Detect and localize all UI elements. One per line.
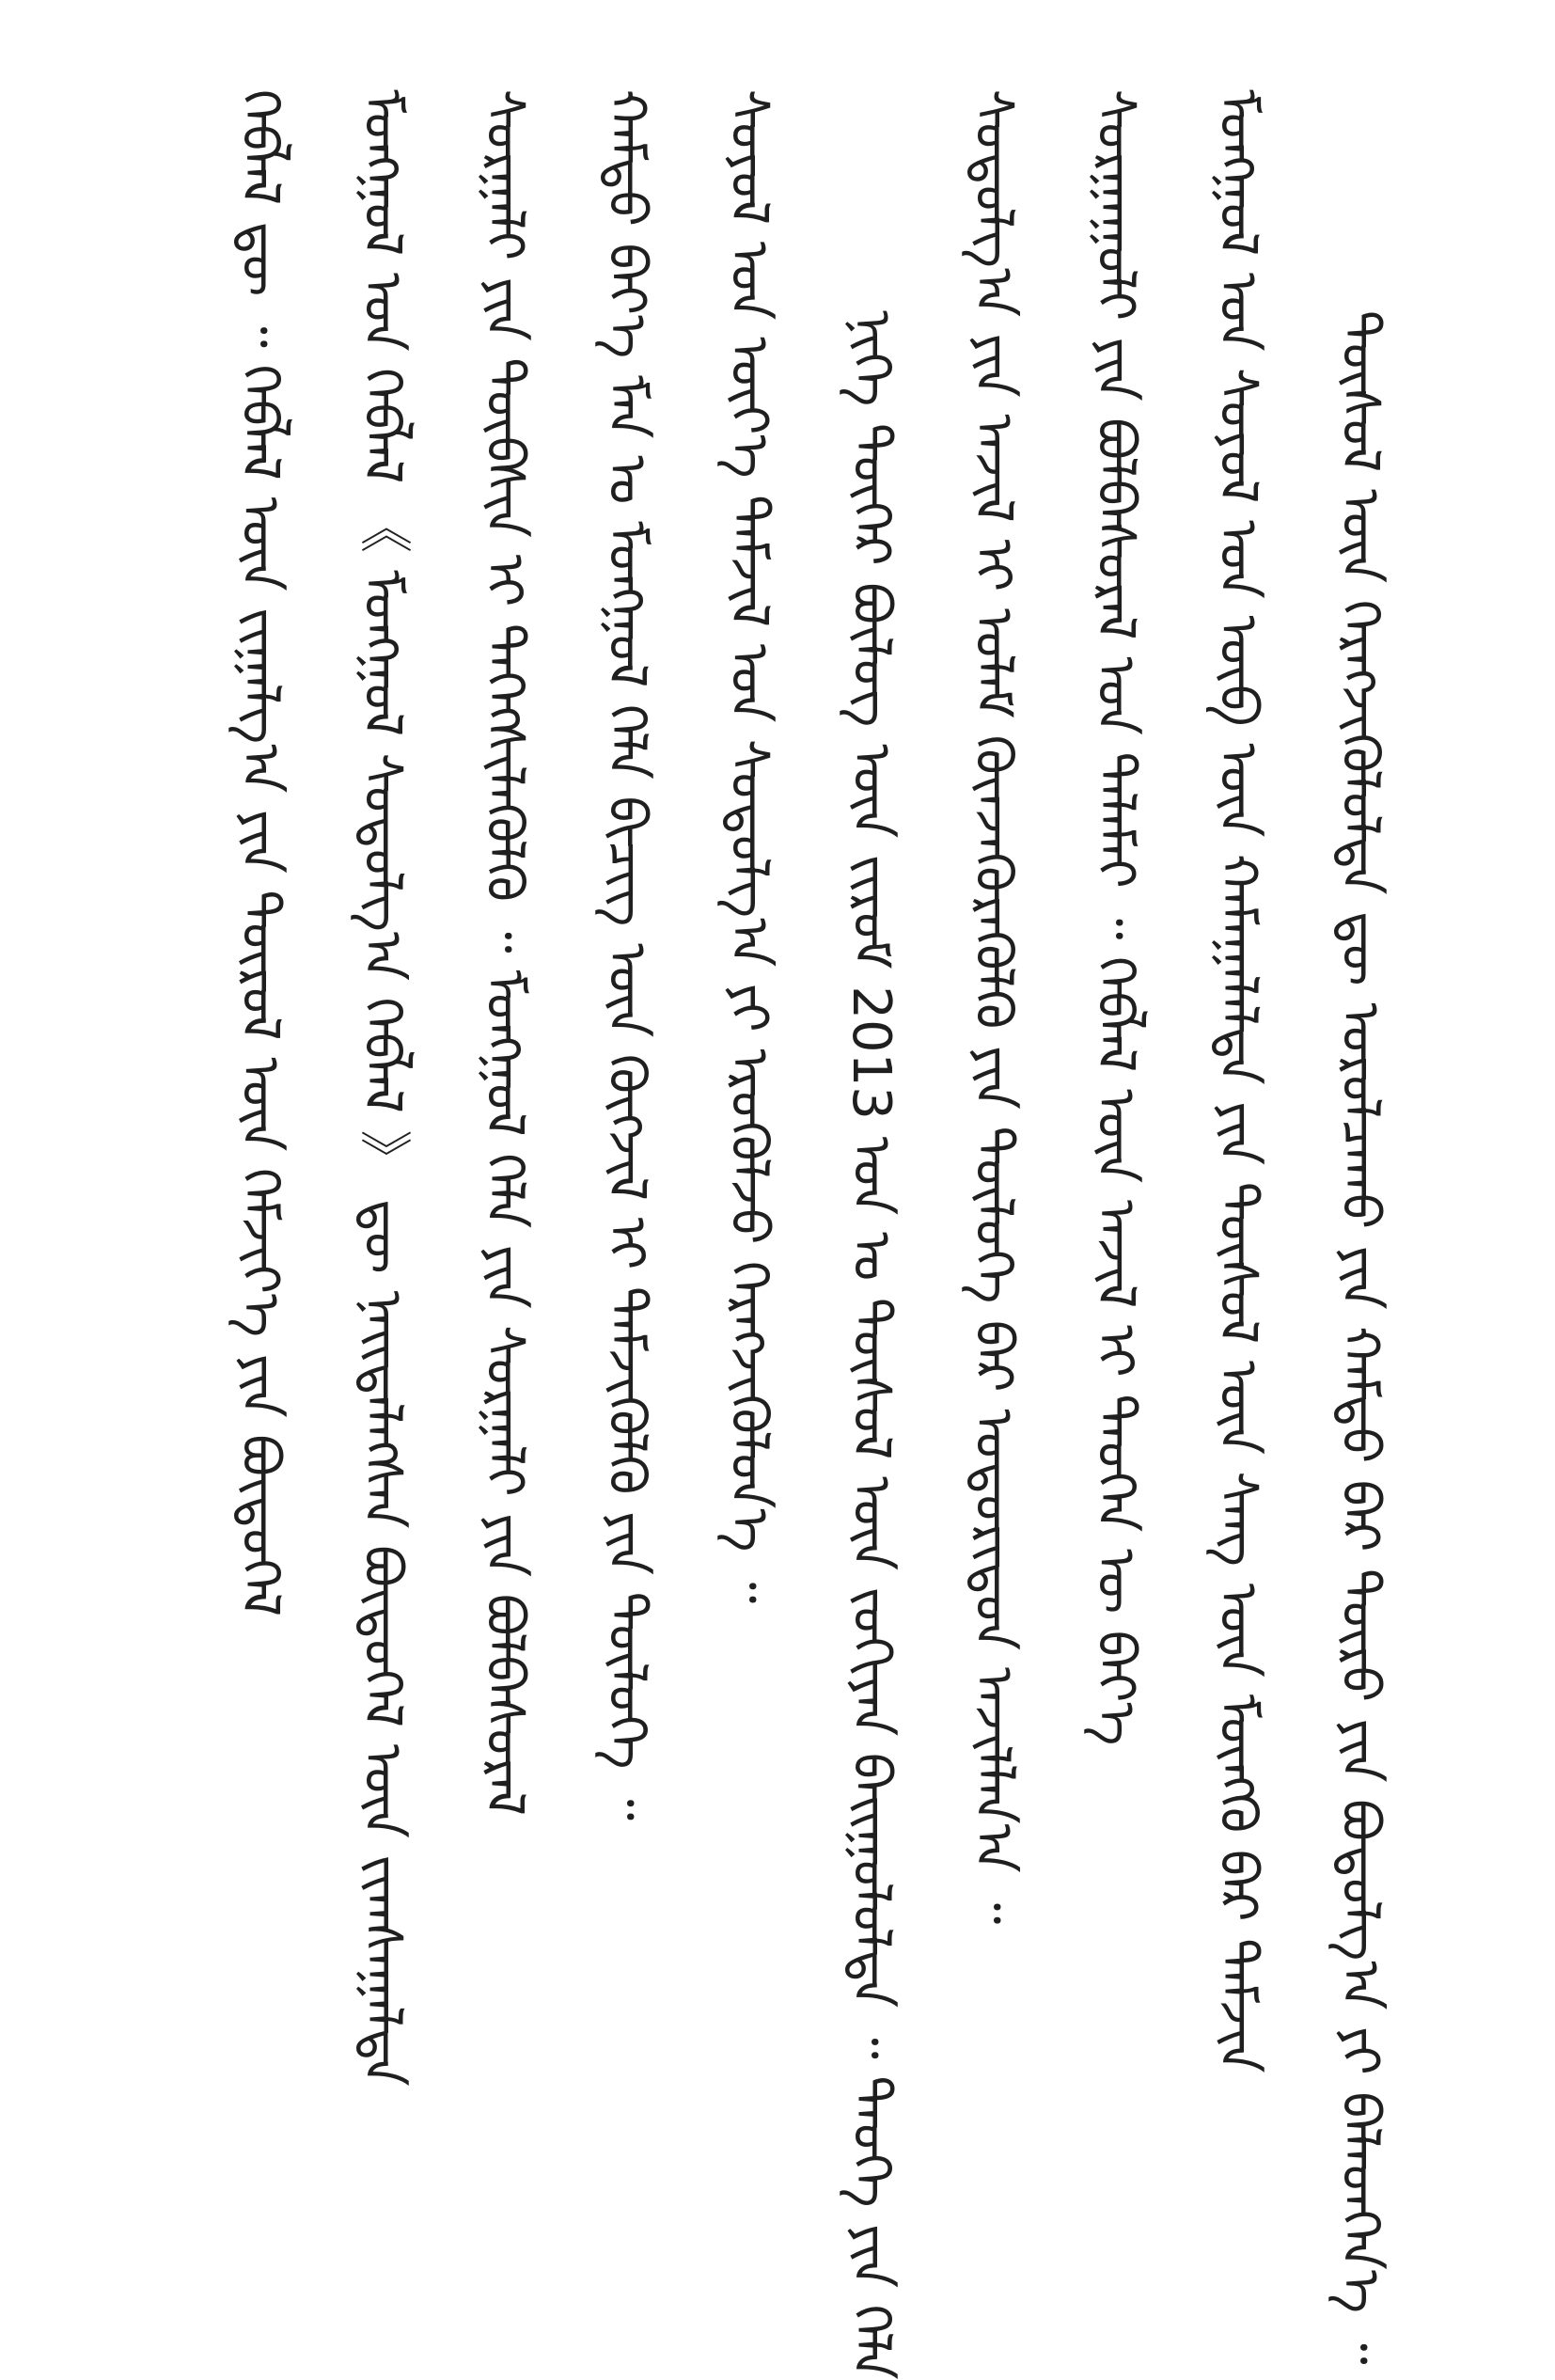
text-column: ᠲᠥᠰᠥᠯ ᠦᠨ ᠬᠡᠷᠡᠭᠵᠢᠭᠦᠯᠦᠯᠲᠡ ᠳᠦ ᠤᠷᠤᠯᠴᠠᠬᠤ ᠶᠢᠨ ᠬᠠᠮᠲᠤ ᠪᠠᠷ ᠲᠥᠷᠥ ᠶᠢᠨ ᠪᠣᠳᠣᠯᠭ᠎ᠠ ᠶᠢ ᠪᠡᠯᠡᠳᠭᠡᠨ᠎ᠡ ᠃ [1329,310,1390,2365]
text-column: ᠬᠡᠪᠯᠡᠯ ᠳᠦ ᠃ ᠬᠡᠪᠯᠡᠯ ᠦᠨ ᠵᠢᠭᠠᠯᠭ᠎ᠠ ᠶᠢᠨ ᠲᠥᠷᠥᠯ ᠦᠨ ᠬᠡᠮᠵᠢᠶ᠎ᠡ ᠶᠢᠨ ᠪᠦᠲᠦᠭᠡᠯ [229,89,291,1617]
text-column: ᠮᠣᠩᠭᠣᠯ ᠤᠨ ᠰᠣᠶᠣᠯ ᠤᠨ ᠥᠪ ᠦᠨ ᠬᠠᠮᠠᠭᠠᠯᠠᠯᠲᠠ ᠶᠢᠨ ᠲᠥᠰᠥᠯ ᠦᠨ ᠰᠠᠩ ᠦᠨ ᠮᠥᠩᠭᠥ ᠪᠡᠷ ᠳᠡᠮᠵᠢᠨ [1207,89,1268,2073]
text-column: ᠰᠤᠷᠭᠠᠯᠢ ᠶᠢᠨ ᠲᠦᠪᠰᠢᠨ ᠢ ᠳᠡᠭᠡᠭᠰᠢᠯᠡᠭᠦᠯᠬᠦ ᠃ ᠮᠣᠩᠭᠣᠯ ᠬᠡᠯᠡ ᠶᠢᠨ ᠰᠤᠷᠭᠠᠯᠢ ᠶᠢᠨ ᠪᠣᠯᠪᠠᠰᠤᠷᠠᠯ [474,89,535,1816]
vertical-text-block [164,89,1390,2380]
text-column: ᠰᠤᠳᠤᠯᠭ᠎ᠠ ᠶᠢᠨ ᠠᠵᠢᠯ ᠢ ᠤᠯᠠᠮ ᠭᠦᠨᠵᠡᠭᠦᠷᠡᠭᠦᠯᠬᠦ ᠶᠢᠨ ᠲᠥᠯᠥᠭᠡ ᠪᠡᠷ ᠤᠳᠤᠷᠢᠳᠤᠨ ᠠᠵᠢᠯᠯᠠᠨ᠎ᠠ ᠃ [963,89,1024,1925]
text-column: ᠬᠠᠮᠲᠤ ᠪᠡᠶ᠎ᠡ ᠮᠠᠨ ᠤ ᠮᠣᠩᠭᠣᠯ ᠬᠡᠯᠡ ᠪᠢᠴᠢᠭ ᠦᠨ ᠬᠥᠭᠵᠢᠯ ᠢ ᠳᠡᠮᠵᠢᠭᠦᠯᠬᠦ ᠶᠢᠨ ᠲᠥᠯᠥᠭᠡ ᠃ [596,89,657,1820]
text-column: ᠮᠣᠩᠭᠣᠯ ᠤᠨ ᠬᠡᠪᠯᠡᠯ 《 ᠮᠣᠩᠭᠣᠯ ᠰᠤᠳᠤᠯᠭ᠎ᠠ ᠬᠡᠪᠯᠡᠯ 》 ᠳᠦ ᠨᠡᠢᠲᠡᠯᠡᠭᠰᠡᠨ ᠪᠦᠲᠦᠭᠡᠯ ᠦᠨ ᠵᠢᠭᠰᠠᠭᠠᠯᠲᠠ [352,89,413,2087]
text-column: ᠰᠣᠶᠣᠯ ᠤᠨ ᠦᠶ᠎ᠡ ᠳᠠᠮᠵᠢᠯ ᠤᠨ ᠰᠤᠳᠤᠯᠭ᠎ᠠ ᠶᠢ ᠡᠷᠦᠭᠦᠯᠵᠦ ᠬᠡᠷᠡᠭᠵᠢᠭᠦᠯᠦᠨ᠎ᠡ ᠃ [718,89,779,1604]
text-column: ᠨᠢᠭᠡ ᠳᠦᠭᠡᠷ ᠪᠦᠯᠦᠭ ᠦᠨ ᠵᠢᠷᠤᠮ 2013 ᠣᠨ ᠤ ᠲᠥᠰᠥᠯ ᠦᠨ ᠵᠣᠬᠢᠶᠠᠨ ᠪᠠᠢᠭᠤᠯᠤᠯᠲᠠ ᠃ ᠲᠡᠦᠬᠡ ᠶᠢᠨ ᠬᠡᠯᠡ [840,310,902,2380]
text-column: ᠰᠤᠷᠭᠠᠭᠤᠯᠢ ᠶᠢᠨ ᠪᠣᠯᠪᠠᠰᠤᠷᠠᠯ ᠤᠨ ᠲᠡᠯᠡᠮᠡᠢ ᠃ ᠬᠡᠪᠯᠡᠯ ᠦᠨ ᠠᠵᠢᠯ ᠢ ᠲᠡᠦᠬᠡᠨ ᠦ ᠪᠡᠶ᠎ᠡ [1085,89,1146,1746]
